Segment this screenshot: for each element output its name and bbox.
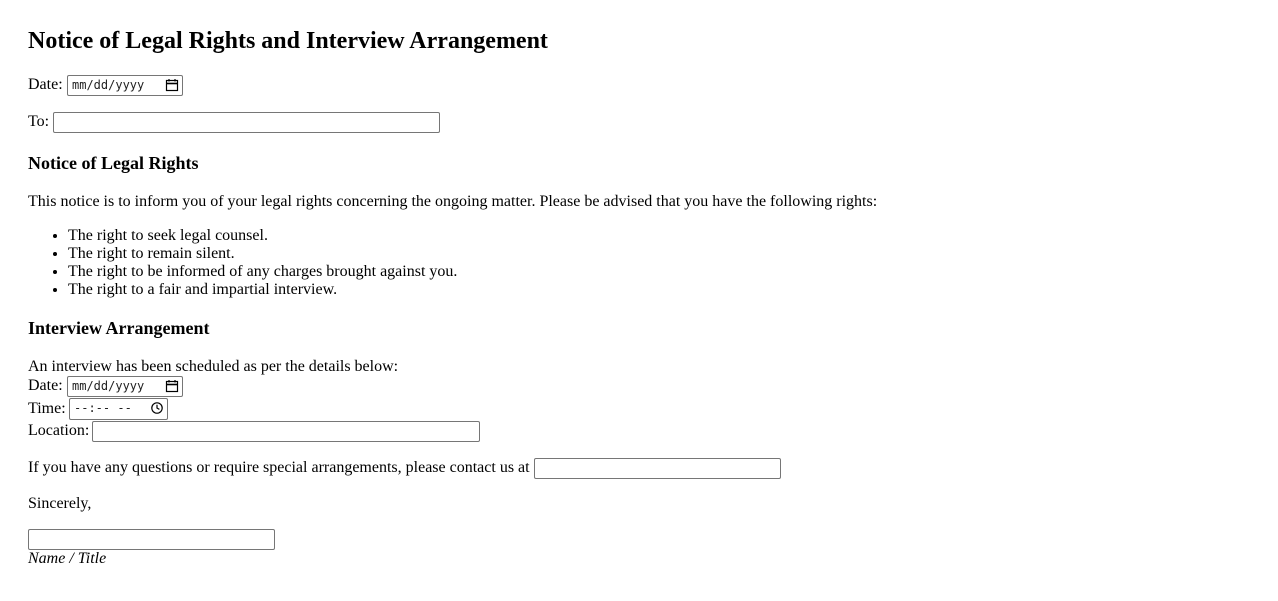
rights-list [28,227,457,299]
notice-date-input[interactable] [67,75,183,96]
page-title: Notice of Legal Rights and Interview Arrangement [28,28,548,54]
interview-time-placeholder: --:-- -- [74,401,132,415]
interview-time-input[interactable] [69,398,168,420]
calendar-icon[interactable] [165,78,179,92]
closing-salutation: Sincerely, [28,495,92,512]
notice-date-label: Date: [28,76,63,93]
contact-text: If you have any questions or require special arrangements, please contact us at [28,459,530,476]
clock-icon[interactable] [150,401,164,415]
signature-caption: Name / Title [28,550,107,567]
interview-date-label: Date: [28,377,63,394]
interview-intro: An interview has been scheduled as per the details below: [28,358,399,375]
legal-rights-heading: Notice of Legal Rights [28,153,199,173]
contact-input[interactable] [534,458,781,479]
interview-time-label: Time: [28,400,66,417]
notice-date-placeholder: mm/dd/yyyy [72,78,145,92]
interview-location-input[interactable] [92,421,480,442]
interview-date-placeholder: mm/dd/yyyy [72,379,145,393]
rights-list-item: • The right to be informed of any charges brought against you. [68,263,457,281]
to-label: To: [28,113,50,130]
rights-list-item: • The right to a fair and impartial interview. [68,281,457,299]
rights-list-item: • The right to remain silent. [68,245,457,263]
calendar-icon[interactable] [165,379,179,393]
rights-list-item: • The right to seek legal counsel. [68,227,457,245]
signature-input[interactable] [28,529,275,550]
to-input[interactable] [53,112,440,133]
interview-heading: Interview Arrangement [28,318,210,338]
interview-date-input[interactable] [67,376,183,397]
interview-location-label: Location: [28,422,90,439]
legal-rights-intro: This notice is to inform you of your legal rights concerning the ongoing matter. Please be advised that you have the following rights: [28,193,878,210]
